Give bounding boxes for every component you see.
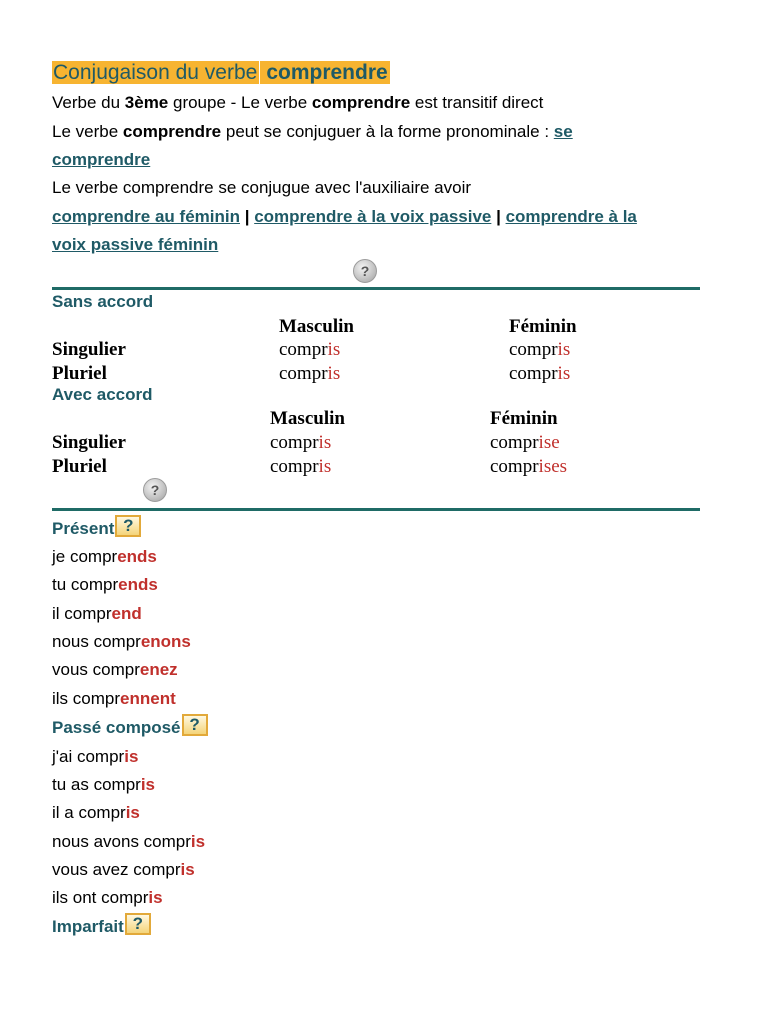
singular-label: Singulier [52,432,126,453]
info-text: Verbe du [52,93,125,112]
help-box-icon[interactable]: ? [182,714,208,736]
conjugation-row: vous avez compris [52,860,195,879]
help-circle-icon[interactable]: ? [353,259,377,283]
conjugation-row: je comprends [52,547,157,566]
group-number: 3ème [124,93,169,112]
passive-feminine-link[interactable]: comprendre à la [505,207,637,226]
participle-cell: compris [509,339,571,360]
section-divider [52,508,700,511]
title-prefix: Conjugaison du verbe [53,61,258,84]
participle-cell: compris [270,432,332,453]
info-pronominal-line [52,122,573,142]
conjugation-row: tu as compris [52,775,155,794]
participle-cell: comprise [490,432,560,453]
variant-links [52,207,637,227]
conjugation-row: nous comprenons [52,632,191,651]
info-auxiliary-line: Le verbe comprendre se conjugue avec l'auxiliaire avoir [52,178,472,197]
plural-label: Pluriel [52,456,107,477]
variant-links-2 [52,235,218,255]
tense-title: Imparfait [52,917,124,936]
help-box-icon[interactable]: ? [125,913,151,935]
participle-cell: compris [509,363,571,384]
info-text: groupe - Le verbe [168,93,312,112]
participle-cell: compris [279,363,341,384]
participle-cell: comprises [490,456,568,477]
conjugation-row: nous avons compris [52,832,206,851]
info-text: Le verbe [52,122,123,141]
link-separator: | [239,207,255,226]
singular-label: Singulier [52,339,126,360]
tense-title: Présent [52,519,115,538]
masculine-header: Masculin [270,408,345,429]
feminine-link[interactable]: comprendre au féminin [52,207,240,226]
verb-name: comprendre [122,122,222,141]
conjugation-row: j'ai compris [52,747,139,766]
passive-voice-link[interactable]: comprendre à la voix passive [254,207,492,226]
sans-accord-heading: Sans accord [52,292,154,311]
present-heading [52,516,141,541]
passive-feminine-link-cont[interactable]: voix passive féminin [52,235,219,254]
page-title [52,60,390,86]
masculine-header: Masculin [279,316,354,337]
participle-cell: compris [270,456,332,477]
feminine-header: Féminin [490,408,558,429]
conjugation-row: vous comprenez [52,660,178,679]
conjugation-row: ils ont compris [52,888,163,907]
conjugation-row: il a compris [52,803,140,822]
section-divider [52,287,700,290]
link-separator: | [491,207,506,226]
feminine-header: Féminin [509,316,577,337]
participle-cell: compris [279,339,341,360]
avec-accord-heading: Avec accord [52,385,153,404]
info-text: peut se conjuguer à la forme pronominale : [221,122,554,141]
verb-name: comprendre [311,93,411,112]
conjugation-row: ils comprennent [52,689,176,708]
info-text: est transitif direct [410,93,544,112]
help-circle-icon[interactable]: ? [143,478,167,502]
plural-label: Pluriel [52,363,107,384]
info-pronominal-line-2 [52,150,150,170]
tense-title: Passé composé [52,718,181,737]
info-group-line [52,93,543,113]
title-verb: comprendre [260,61,389,84]
imparfait-heading [52,914,151,939]
conjugation-row: tu comprends [52,575,158,594]
passe-compose-heading [52,715,208,740]
pronominal-link-cont[interactable]: comprendre [52,150,151,169]
pronominal-link[interactable]: se [553,122,573,141]
conjugation-row: il comprend [52,604,142,623]
help-box-icon[interactable]: ? [115,515,141,537]
